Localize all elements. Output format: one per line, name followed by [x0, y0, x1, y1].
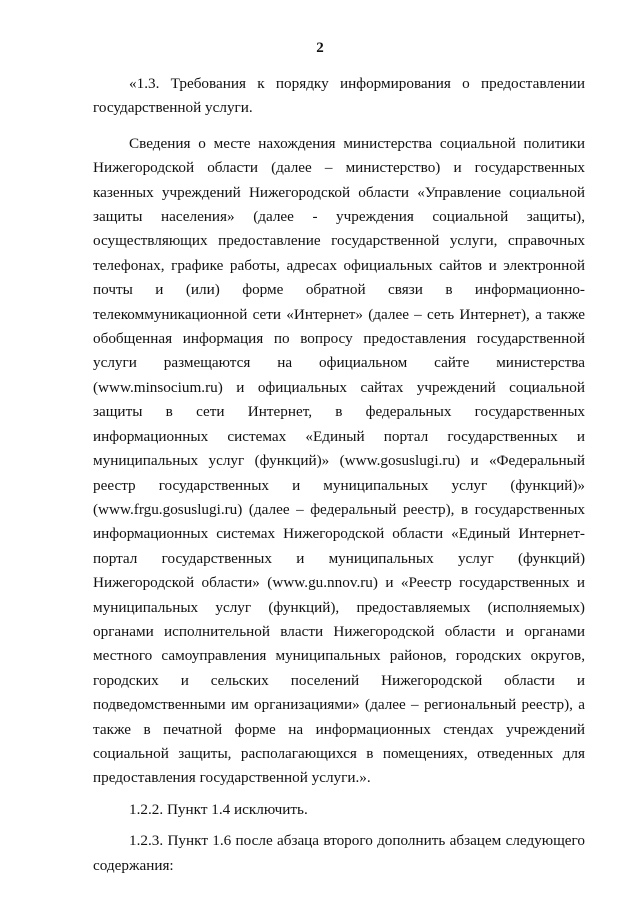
document-body: [93, 72, 585, 878]
section-heading-paragraph: «1.3. Требования к порядку информирования о предоставлении государственной услуги.: [93, 75, 585, 117]
information-paragraph: Сведения о месте нахождения министерства социальной политики Нижегородской области (далее – министерство) и государственных казенных учреждений Нижегородской области «Управление социальной защиты населения» (далее - учреждения социальной защиты), осуществляющих предоставление государственной услуги, справочных телефонах, графике работы, адресах официальных сайтов и электронной почты и (или) форме обратной связи в информационно-телекоммуникационной сети «Интернет» (далее – сеть Интернет), а также обобщенная информация по вопросу предоставления государственной услуги размещаются на официальном сайте министерства (www.minsocium.ru) и официальных сайтах учреждений социальной защиты в сети Интернет, в федеральных государственных информационных системах «Единый портал государственных и муниципальных услуг (функций)» (www.gosuslugi.ru) и «Федеральный реестр государственных и муниципальных услуг (функций)» (www.frgu.gosuslugi.ru) (далее – федеральный реестр), в государственных информационных системах Нижегородской области «Единый Интернет-портал государственных и муниципальных услуг (функций) Нижегородской области» (www.gu.nnov.ru) и «Реестр государственных и муниципальных услуг (функций), предоставляемых (исполняемых) органами исполнительной власти Нижегородской области и органами местного самоуправления муниципальных районов, городских округов, городских и сельских поселений Нижегородской области и подведомственными им организациями» (далее – региональный реестр), а также в печатной форме на информационных стендах учреждений социальной защиты, располагающихся в помещениях, отведенных для предоставления государственной услуги.».: [93, 134, 585, 787]
amendment-paragraph-1-2-2: 1.2.2. Пункт 1.4 исключить.: [129, 800, 308, 818]
amendment-paragraph-1-2-3: 1.2.3. Пункт 1.6 после абзаца второго дополнить абзацем следующего содержания:: [93, 832, 585, 874]
page-number: 2: [316, 40, 324, 56]
